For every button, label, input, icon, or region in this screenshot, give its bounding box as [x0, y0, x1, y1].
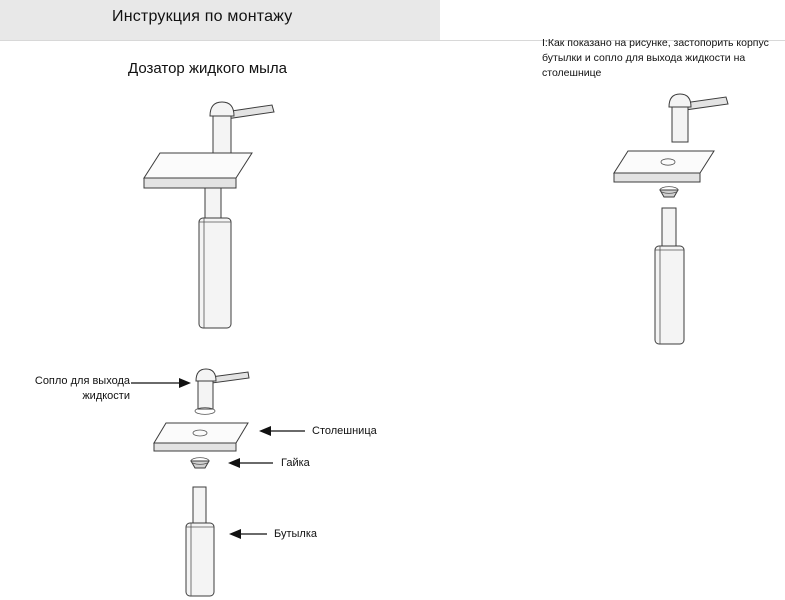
- callout-label-nut: Гайка: [281, 457, 310, 469]
- assembly-note: I:Как показано на рисунке, застопорить корпус бутылки и сопло для выхода жидкости на столешнице: [542, 37, 769, 80]
- callout-label-bottle: Бутылка: [274, 528, 318, 540]
- section-title: Дозатор жидкого мыла: [128, 60, 288, 77]
- callout-arrows: [131, 378, 305, 539]
- exploded-dispenser-right-illustration: [614, 94, 728, 344]
- page-title: Инструкция по монтажу: [112, 8, 293, 25]
- callout-label-nozzle: Сопло для выхода жидкости: [34, 375, 130, 403]
- exploded-parts-illustration: [154, 369, 249, 596]
- assembled-dispenser-illustration: [144, 102, 274, 328]
- callout-label-countertop: Столешница: [312, 425, 377, 437]
